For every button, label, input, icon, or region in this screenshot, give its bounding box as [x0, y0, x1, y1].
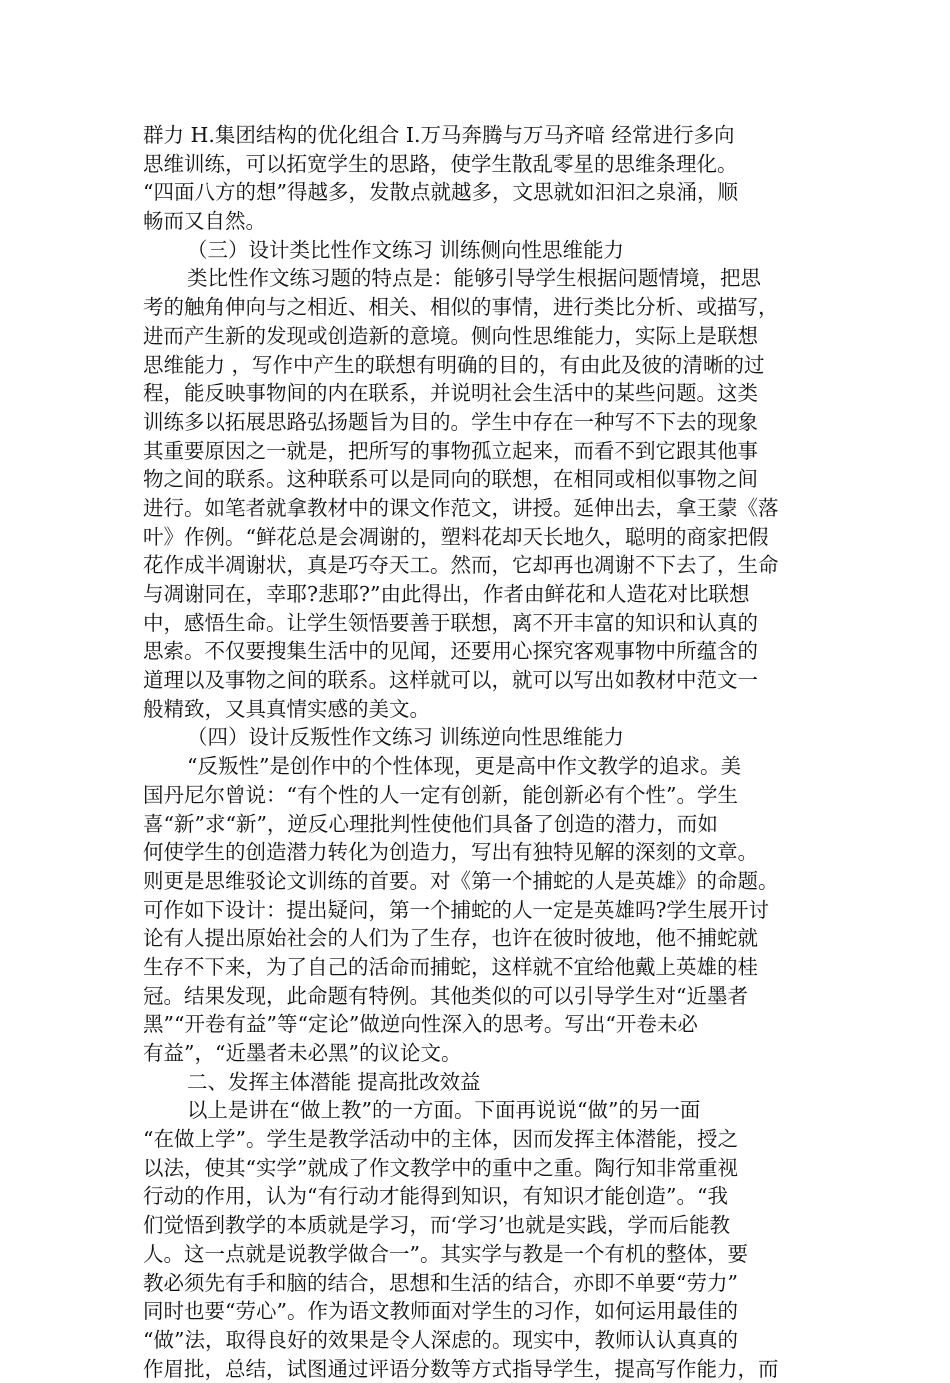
text-line: 思索。不仅要搜集生活中的见闻，还要用心探究客观事物中所蕴含的 [143, 639, 758, 664]
text-line: 中，感悟生命。让学生领悟要善于联想，离不开丰富的知识和认真的 [143, 610, 758, 635]
text-line: 们觉悟到教学的本质就是学习，而‘学习’也就是实践，学而后能教 [143, 1213, 731, 1238]
text-line: 喜“新”求“新”，逆反心理批判性使他们具备了创造的潜力，而如 [143, 811, 718, 836]
text-line: 畅而又自然。 [143, 209, 266, 234]
text-line: “四面八方的想”得越多，发散点就越多，文思就如汩汩之泉涌，顺 [143, 180, 738, 205]
text-line: 同时也要“劳心”。作为语文教师面对学生的习作，如何运用最佳的 [143, 1299, 738, 1324]
text-line: 训练多以拓展思路弘扬题旨为目的。学生中存在一种写不下去的现象 [143, 409, 758, 434]
text-line: 其重要原因之一就是，把所写的事物孤立起来，而看不到它跟其他事 [143, 438, 758, 463]
text-line: 程，能反映事物间的内在联系，并说明社会生活中的某些问题。这类 [143, 381, 758, 406]
text-line: 与凋谢同在，幸耶?悲耶?”由此得出，作者由鲜花和人造花对比联想 [143, 582, 750, 606]
text-line: 人。这一点就是说教学做合一”。其实学与教是一个有机的整体，要 [143, 1241, 748, 1266]
text-line: “在做上学”。学生是教学活动中的主体，因而发挥主体潜能，授之 [143, 1127, 738, 1152]
text-line: 考的触角伸向与之相近、相关、相似的事情，进行类比分析、或描写， [143, 295, 779, 320]
text-line: 物之间的联系。这种联系可以是同向的联想，在相同或相似事物之间 [143, 467, 758, 492]
text-line: 道理以及事物之间的联系。这样就可以，就可以写出如教材中范文一 [143, 668, 758, 693]
text-line: 则更是思维驳论文训练的首要。对《第一个捕蛇的人是英雄》的命题。 [143, 868, 779, 893]
paragraph-first-line: （三）设计类比性作文练习 训练侧向性思维能力 [187, 237, 625, 262]
text-line: 论有人提出原始社会的人们为了生存，也许在彼时彼地，他不捕蛇就 [143, 926, 758, 951]
paragraph-first-line: （四）设计反叛性作文练习 训练逆向性思维能力 [187, 725, 625, 750]
text-line: 何使学生的创造潜力转化为创造力，写出有独特见解的深刻的文章。 [143, 840, 758, 865]
text-line: 进行。如笔者就拿教材中的课文作范文，讲授。延伸出去，拿王蒙《落 [143, 495, 779, 520]
text-line: 花作成半凋谢状，真是巧夺天工。然而，它却再也凋谢不下去了，生命 [143, 553, 779, 578]
text-line: 生存不下来，为了自己的活命而捕蛇，这样就不宜给他戴上英雄的桂 [143, 954, 758, 979]
paragraph-first-line: 类比性作文练习题的特点是：能够引导学生根据问题情境，把思 [187, 266, 761, 291]
text-line: 冠。结果发现，此命题有特例。其他类似的可以引导学生对“近墨者 [143, 983, 748, 1008]
text-line: 作眉批，总结，试图通过评语分数等方式指导学生，提高写作能力，而 [143, 1356, 779, 1381]
text-line: 以法，使其“实学”就成了作文教学中的重中之重。陶行知非常重视 [143, 1155, 738, 1180]
text-line: 叶》作例。“鲜花总是会凋谢的，塑料花却天长地久，聪明的商家把假 [143, 524, 769, 549]
text-line: 进而产生新的发现或创造新的意境。侧向性思维能力，实际上是联想 [143, 323, 758, 348]
text-line: 思维训练，可以拓宽学生的思路，使学生散乱零星的思维条理化。 [143, 151, 738, 176]
text-line: 行动的作用，认为“有行动才能得到知识，有知识才能创造”。“我 [143, 1184, 728, 1209]
text-line: 黑”“开卷有益”等“定论”做逆向性深入的思考。写出“开卷未必 [143, 1012, 698, 1037]
text-line: 群力 H.集团结构的优化组合 I.万马奔腾与万马齐喑 经常进行多向 [143, 123, 735, 147]
paragraph-first-line: 以上是讲在“做上教”的一方面。下面再说说“做”的另一面 [187, 1098, 701, 1123]
body-text [143, 121, 813, 1383]
paragraph-first-line: “反叛性”是创作中的个性体现，更是高中作文教学的追求。美 [187, 754, 741, 779]
text-line: “做”法，取得良好的效果是令人深虑的。现实中，教师认认真真的 [143, 1327, 738, 1352]
paragraph-first-line: 二、发挥主体潜能 提高批改效益 [187, 1069, 481, 1094]
text-line: 可作如下设计：提出疑问，第一个捕蛇的人一定是英雄吗?学生展开讨 [143, 897, 769, 922]
text-line: 教必须先有手和脑的结合，思想和生活的结合，亦即不单要“劳力” [143, 1270, 738, 1295]
text-line: 般精致，又具真情实感的美文。 [143, 696, 430, 721]
text-line: 有益”，“近墨者未必黑”的议论文。 [143, 1041, 462, 1065]
text-line: 国丹尼尔曾说：“有个性的人一定有创新，能创新必有个性”。学生 [143, 782, 738, 807]
text-line: 思维能力 ，写作中产生的联想有明确的目的，有由此及彼的清晰的过 [143, 352, 765, 377]
